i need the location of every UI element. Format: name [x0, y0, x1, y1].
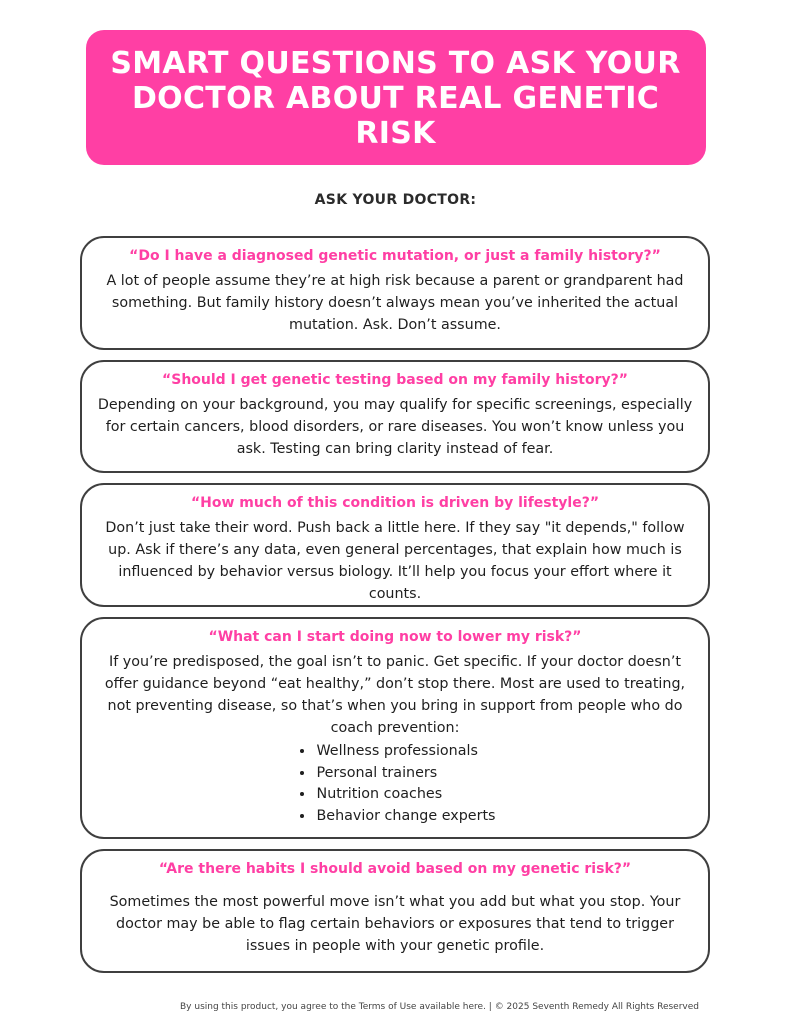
- list-item: • Personal trainers: [315, 763, 496, 785]
- list-item: • Behavior change experts: [315, 806, 496, 828]
- question-body: Depending on your background, you may qualify for specific screenings, especially for certain cancers, blood disorders, or rare diseases. You won’t know unless you ask. Testing can bring clarity instead of fear.: [97, 397, 693, 457]
- question-body: If you’re predisposed, the goal isn’t to panic. Get specific. If your doctor doesn’t offer guidance beyond “eat healthy,” don’t stop there. Most are used to treating, not preventing disease, so that’s when you bring in support from people who do coach prevention:: [104, 654, 686, 736]
- question-card-5: [80, 849, 710, 973]
- question-card-4: [80, 617, 710, 839]
- page-title: SMART QUESTIONS TO ASK YOUR DOCTOR ABOUT REAL GENETIC RISK: [86, 30, 706, 165]
- question-text: “Are there habits I should avoid based on my genetic risk?”: [158, 861, 632, 877]
- question-card-2: [80, 360, 710, 473]
- section-heading: ASK YOUR DOCTOR:: [314, 192, 477, 208]
- list-item: • Wellness professionals: [315, 741, 496, 763]
- question-body: Don’t just take their word. Push back a little here. If they say "it depends," follow up. Ask if there’s any data, even general percentages, that explain how much is influenced by behavior versus biology. It’ll help you focus your effort where it counts.: [105, 520, 685, 602]
- question-card-3: [80, 483, 710, 607]
- question-body: Sometimes the most powerful move isn’t what you add but what you stop. Your doctor may be able to flag certain behaviors or exposures that tend to trigger issues in people with your genetic profile.: [109, 894, 681, 954]
- question-text: “What can I start doing now to lower my risk?”: [208, 629, 582, 645]
- question-card-1: [80, 236, 710, 350]
- list-item: • Nutrition coaches: [315, 784, 496, 806]
- title-wrapper: [0, 30, 791, 165]
- footer-text[interactable]: By using this product, you agree to the Terms of Use available here. | © 2025 Seventh Remedy All Rights Reserved: [180, 1002, 699, 1012]
- question-body: A lot of people assume they’re at high risk because a parent or grandparent had something. But family history doesn’t always mean you’ve inherited the actual mutation. Ask. Don’t assume.: [106, 273, 684, 333]
- support-list: [295, 741, 496, 827]
- question-text: “Should I get genetic testing based on my family history?”: [162, 372, 628, 388]
- question-text: “How much of this condition is driven by lifestyle?”: [190, 495, 600, 511]
- question-text: “Do I have a diagnosed genetic mutation, or just a family history?”: [129, 248, 661, 264]
